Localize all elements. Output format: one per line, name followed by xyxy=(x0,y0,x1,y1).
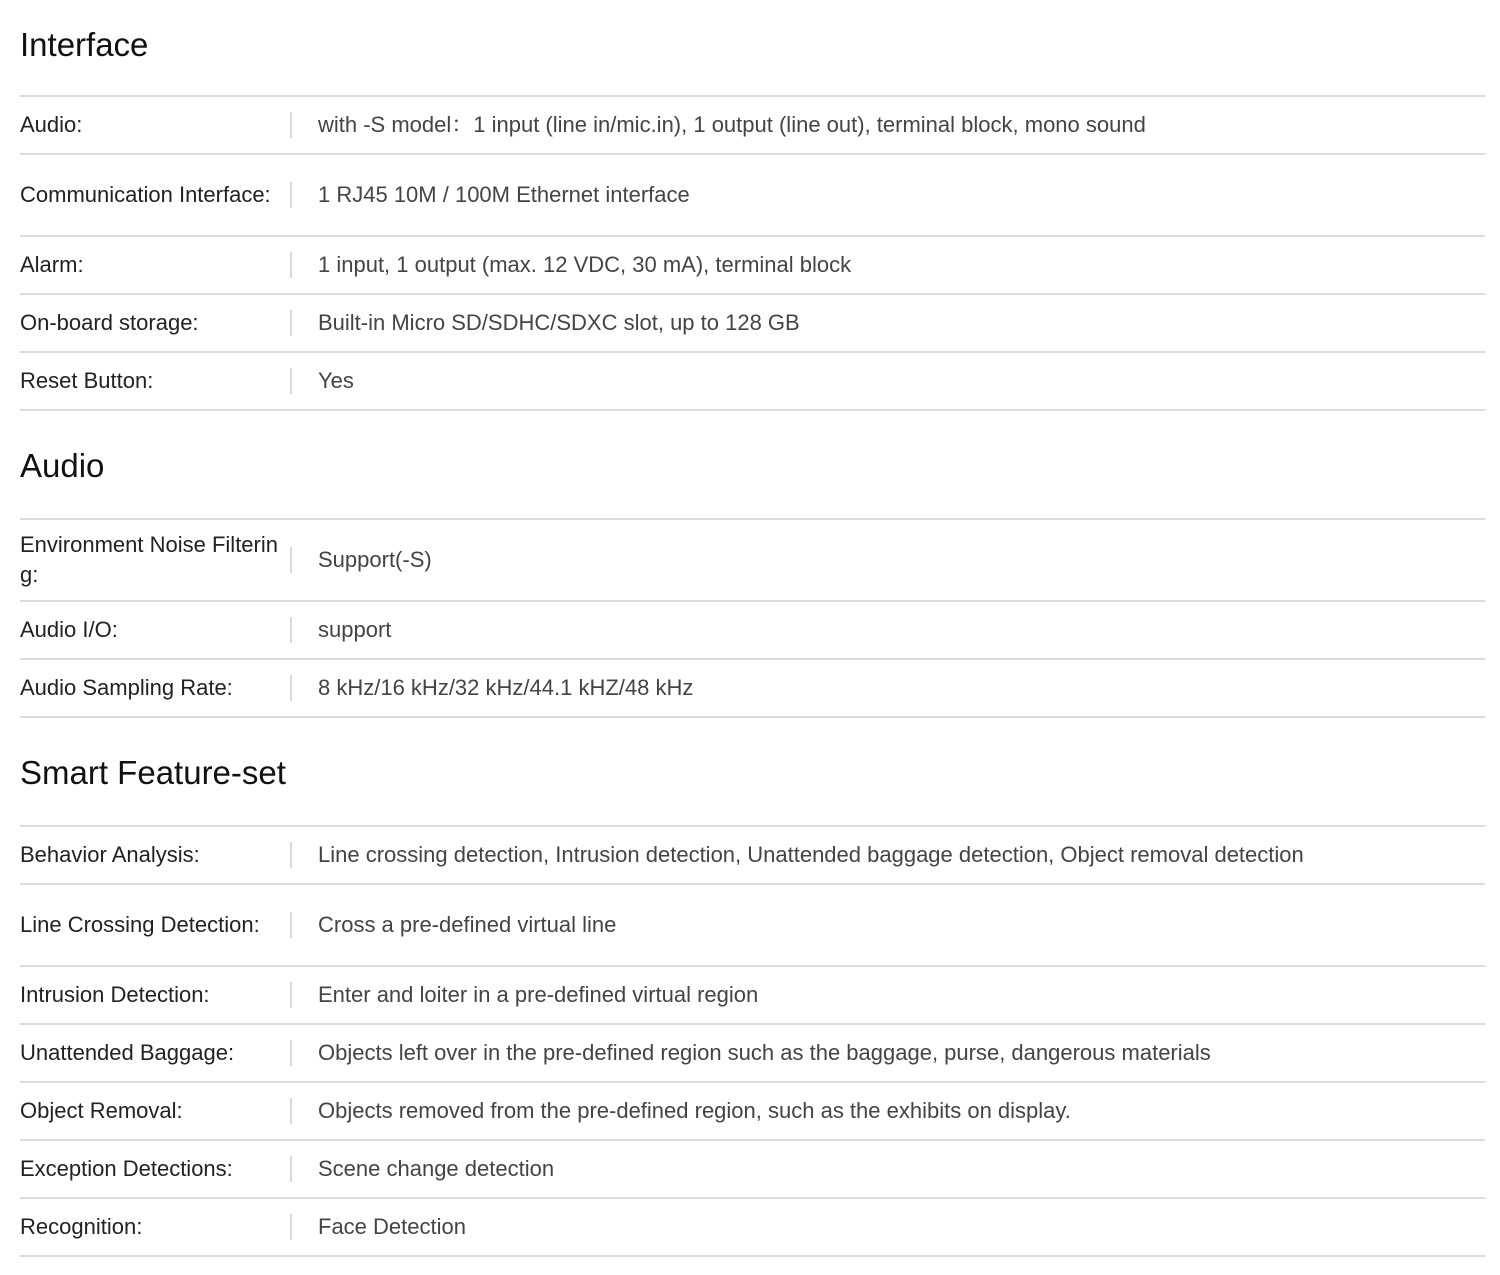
section-title-smart-feature-set: Smart Feature-set xyxy=(20,754,286,791)
column-divider xyxy=(290,182,292,208)
spec-value: with -S model：1 input (line in/mic.in), 1 output (line out), terminal block, mono sound xyxy=(318,112,1146,137)
spec-label: On-board storage: xyxy=(20,310,199,335)
spec-row xyxy=(20,97,1485,155)
spec-row xyxy=(20,353,1485,411)
section-title-interface: Interface xyxy=(20,26,149,63)
spec-row xyxy=(20,602,1485,660)
column-divider xyxy=(290,310,292,336)
spec-row xyxy=(20,967,1485,1025)
spec-value: Line crossing detection, Intrusion detection, Unattended baggage detection, Object removal detection xyxy=(318,842,1304,867)
spec-row xyxy=(20,295,1485,353)
spec-label: Environment Noise Filtering: xyxy=(20,532,278,587)
spec-value: Built-in Micro SD/SDHC/SDXC slot, up to 128 GB xyxy=(318,310,800,335)
column-divider xyxy=(290,252,292,278)
column-divider xyxy=(290,842,292,868)
column-divider xyxy=(290,982,292,1008)
spec-value: Face Detection xyxy=(318,1214,466,1239)
spec-value: Scene change detection xyxy=(318,1156,555,1181)
spec-row xyxy=(20,237,1485,295)
column-divider xyxy=(290,617,292,643)
section-title-audio: Audio xyxy=(20,447,105,484)
column-divider xyxy=(290,675,292,701)
spec-label: Reset Button: xyxy=(20,368,154,393)
spec-label: Audio I/O: xyxy=(20,617,118,642)
spec-label: Communication Interface: xyxy=(20,182,271,207)
spec-label: Exception Detections: xyxy=(20,1156,233,1181)
spec-row xyxy=(20,827,1485,885)
spec-label: Behavior Analysis: xyxy=(20,842,200,867)
spec-row xyxy=(20,885,1485,967)
spec-table-interface xyxy=(20,95,1485,411)
spec-label: Line Crossing Detection: xyxy=(20,912,260,937)
column-divider xyxy=(290,368,292,394)
spec-label: Unattended Baggage: xyxy=(20,1040,235,1065)
spec-value: support xyxy=(318,617,392,642)
spec-row xyxy=(20,520,1485,602)
spec-label: Audio: xyxy=(20,112,83,137)
column-divider xyxy=(290,1156,292,1182)
spec-label: Object Removal: xyxy=(20,1098,183,1123)
spec-label: Recognition: xyxy=(20,1214,143,1239)
column-divider xyxy=(290,547,292,573)
column-divider xyxy=(290,112,292,138)
spec-row xyxy=(20,1199,1485,1257)
spec-row xyxy=(20,155,1485,237)
spec-table-smart-feature-set xyxy=(20,825,1485,1257)
spec-value: Cross a pre-defined virtual line xyxy=(318,912,617,937)
column-divider xyxy=(290,1040,292,1066)
column-divider xyxy=(290,912,292,938)
spec-value: 8 kHz/16 kHz/32 kHz/44.1 kHZ/48 kHz xyxy=(318,675,694,700)
spec-label: Audio Sampling Rate: xyxy=(20,675,233,700)
spec-value: Yes xyxy=(318,368,354,393)
spec-row xyxy=(20,660,1485,718)
spec-row xyxy=(20,1025,1485,1083)
spec-row xyxy=(20,1083,1485,1141)
spec-value: Objects removed from the pre-defined region, such as the exhibits on display. xyxy=(318,1098,1071,1123)
spec-value: 1 RJ45 10M / 100M Ethernet interface xyxy=(318,182,690,207)
column-divider xyxy=(290,1098,292,1124)
spec-value: Objects left over in the pre-defined region such as the baggage, purse, dangerous materials xyxy=(318,1040,1211,1065)
spec-label: Intrusion Detection: xyxy=(20,982,210,1007)
spec-value: Enter and loiter in a pre-defined virtual region xyxy=(318,982,759,1007)
spec-value: 1 input, 1 output (max. 12 VDC, 30 mA), terminal block xyxy=(318,252,852,277)
spec-table-audio xyxy=(20,518,1485,718)
spec-row xyxy=(20,1141,1485,1199)
column-divider xyxy=(290,1214,292,1240)
spec-value: Support(-S) xyxy=(318,547,432,572)
spec-page xyxy=(20,0,1485,1257)
spec-label: Alarm: xyxy=(20,252,84,277)
